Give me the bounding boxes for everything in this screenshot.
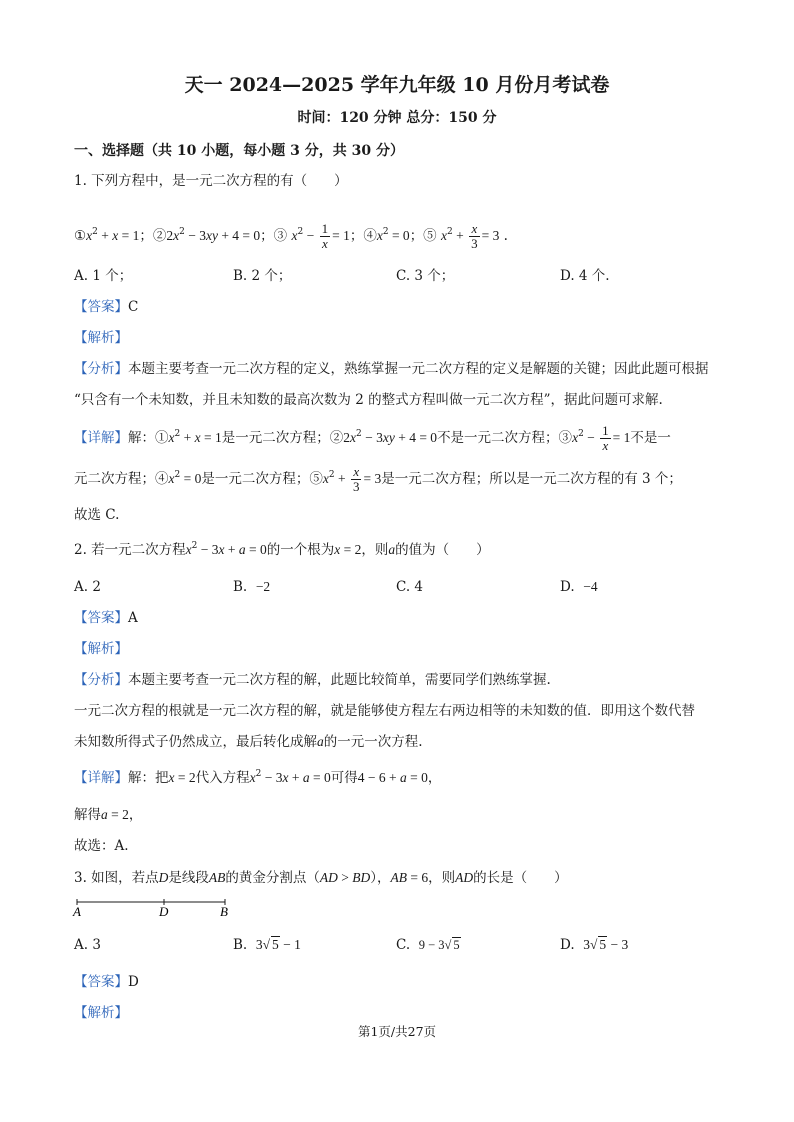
q2-answer-value: A <box>128 610 138 626</box>
q1-answer <box>74 297 138 317</box>
q1-detail-line2: 元二次方程；$④x^2 = 0$是一元二次方程；$⑤x^2$ + $\frac{x}{3}$ = 3是一元二次方程；所以是一元二次方程的有 3 个； <box>74 464 682 494</box>
point-label-d: D <box>159 904 169 919</box>
q1-stem: 1. 下列方程中，是一元二次方程的有（ ） <box>74 173 348 189</box>
q2-conclusion: 故选：A. <box>74 838 129 854</box>
q2-option-b: B. −2 <box>233 579 271 595</box>
q1-fenxi-text: 本题主要考查一元二次方程的定义，熟练掌握一元二次方程的定义是解题的关键；因此此题可根据 <box>128 361 709 377</box>
point-label-a: A <box>73 904 81 919</box>
exam-title: 天一 2024—2025 学年九年级 10 月份月考试卷 <box>184 74 610 96</box>
q1-fenxi-line2: “只含有一个未知数，并且未知数的最高次数为 2 的整式方程叫做一元二次方程”，据此问题可求解. <box>74 392 663 408</box>
q1-equations: $①x^2 + x = 1$；$②2x^2 - 3xy + 4 = 0$；③ $x^2$ − $\frac{1}{x}$ = 1；$④x^2 = 0$；⑤ $x^2$ + $\frac{x}{3}$ = 3 . <box>74 221 508 251</box>
q1-option-b: B. 2 个； <box>233 268 292 284</box>
q1-conclusion: 故选 C. <box>74 507 120 523</box>
q2-stem: 2. 若一元二次方程$x^2 - 3x + a = 0$的一个根为x = 2，则a的值为（ ） <box>74 541 490 558</box>
q1-analysis-tag: 【解析】 <box>74 330 128 346</box>
q3-option-d: D. 3√ 5 − 3 <box>560 937 629 953</box>
point-label-b: B <box>220 904 228 919</box>
q2-answer: 【答案】A <box>74 610 138 626</box>
q3-answer-value: D <box>128 974 139 990</box>
q1-option-a: A. 1 个； <box>74 268 133 284</box>
q3-analysis-tag: 【解析】 <box>74 1005 128 1021</box>
section-title: 一、选择题（共 10 小题，每小题 3 分，共 30 分） <box>74 143 404 159</box>
q2-solve: 解得a = 2， <box>74 807 143 823</box>
detail-tag: 【详解】 <box>74 430 128 446</box>
q1-fenxi-line1 <box>74 359 709 379</box>
q2-option-a: A. 2 <box>74 579 101 595</box>
q2-option-c: C. 4 <box>396 579 424 595</box>
q3-stem: 3. 如图，若点D是线段AB的黄金分割点（AD > BD），AB = 6，则AD的长是（ ） <box>74 870 568 886</box>
q1-detail-line1: 【详解】解：$①x^2 + x = 1$是一元二次方程；$②2x^2 - 3xy + 4 = 0$不是一元二次方程；$③x^2$ − $\frac{1}{x}$ = 1不是一 <box>74 423 671 453</box>
q2-body-line2: 未知数所得式子仍然成立，最后转化成解a的一元一次方程. <box>74 734 423 750</box>
q2-fenxi-line1: 【分析】本题主要考查一元二次方程的解，此题比较简单，需要同学们熟练掌握. <box>74 672 551 688</box>
q3-answer: 【答案】D <box>74 974 139 990</box>
q2-detail: 【详解】解：把x = 2代入方程$x^2 - 3x + a = 0$可得4 − 6 + a = 0， <box>74 769 442 786</box>
q1-option-c: C. 3 个； <box>396 268 455 284</box>
q3-segment-figure <box>70 896 240 922</box>
q2-option-d: D. −4 <box>560 579 598 595</box>
q3-option-b: B. 3√ 5 − 1 <box>233 937 301 953</box>
q1-option-d: D. 4 个. <box>560 268 610 284</box>
q3-option-c: C. 9 − 3√ 5 <box>396 937 460 953</box>
q2-body-line1: 一元二次方程的根就是一元二次方程的解，就是能够使方程左右两边相等的未知数的值．即用这个数代替 <box>74 703 695 719</box>
exam-subtitle: 时间：120 分钟 总分：150 分 <box>297 110 497 126</box>
answer-tag: 【答案】 <box>74 299 128 315</box>
fenxi-tag: 【分析】 <box>74 361 128 377</box>
page-number: 第1页/共27页 <box>357 1024 437 1039</box>
q1-answer-value: C <box>128 299 139 315</box>
q2-analysis-tag: 【解析】 <box>74 641 128 657</box>
q3-option-a: A. 3 <box>74 937 101 953</box>
